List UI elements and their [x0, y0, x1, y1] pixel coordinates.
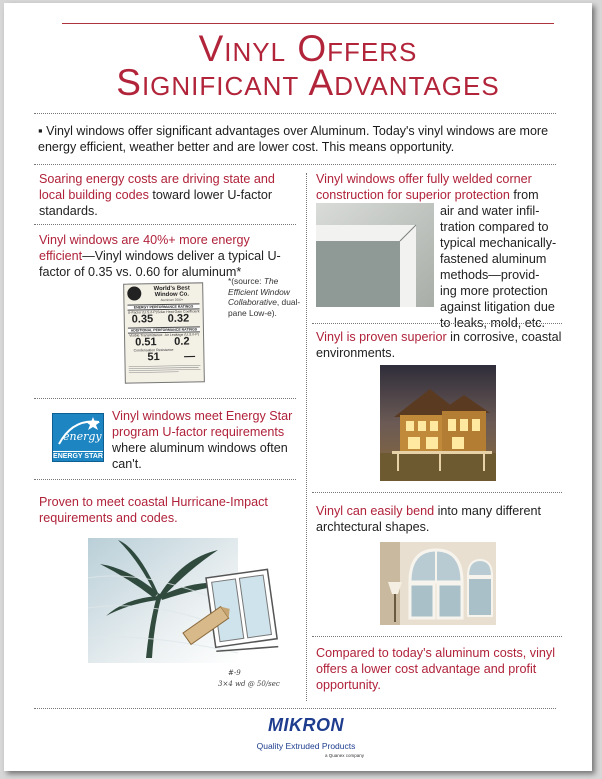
top-rule — [62, 23, 554, 24]
left-b3-highlight: Vinyl windows meet Energy Star program U-factor requirements — [112, 409, 293, 439]
right-divider-2 — [312, 492, 562, 493]
right-block-cost — [316, 645, 566, 693]
left-b1-text: toward lower U-factor standards. — [39, 188, 273, 218]
left-b2-text: —Vinyl windows deliver a typical U-factor of 0.35 vs. 0.60 for aluminum* — [39, 249, 281, 279]
page-title — [34, 28, 582, 103]
left-divider-2 — [34, 398, 296, 399]
hurricane-window-illustration — [88, 538, 303, 698]
right-b4-highlight: Compared to today's aluminum costs, vinyl offers a lower cost advantage and profit opportunity. — [316, 646, 555, 692]
left-divider-1 — [34, 224, 296, 225]
left-b1-highlight: Soaring energy costs are driving state and local building codes — [39, 172, 275, 202]
cr-label: Condensation Resistance — [133, 347, 174, 353]
welded-corner-photo — [316, 203, 434, 307]
left-block-energy-costs — [39, 171, 289, 219]
cr-value: 51 — [147, 351, 160, 364]
flyer-page — [4, 3, 592, 771]
right-block-welded — [316, 171, 566, 203]
right-b2-text: in corrosive, coastal environments. — [316, 330, 562, 360]
energy-star-swoosh-icon — [53, 414, 105, 452]
intro-paragraph — [38, 123, 568, 155]
nfrc-seal-icon — [127, 286, 141, 300]
parent-company: a Quanex company — [324, 753, 364, 758]
left-block-efficiency — [39, 232, 291, 280]
source-note: *(source: The Efficient Window Collaborative, dual-pane Low-e). — [228, 276, 301, 318]
left-b3-text: where aluminum windows often can't. — [112, 441, 288, 471]
right-b3-highlight: Vinyl can easily bend — [316, 504, 435, 518]
right-divider-3 — [312, 636, 562, 637]
left-b2-highlight: Vinyl windows are 40%+ more energy efficient — [39, 233, 250, 263]
intro-bullet: ▪ — [38, 123, 43, 138]
energy-performance-label — [123, 282, 205, 383]
energy-star-logo — [52, 413, 104, 462]
right-block-coastal — [316, 329, 566, 361]
footer-divider — [34, 708, 556, 709]
sketch-note-line-2: 3×4 wd @ 50/sec — [218, 680, 280, 688]
title-line-2: Significant Advantages — [116, 62, 500, 103]
ufactor-value: 0.35 — [131, 313, 154, 326]
shgc-label: Solar Heat Gain Coefficient — [157, 309, 200, 315]
left-b4-highlight: Proven to meet coastal Hurricane-Impact requirements and codes. — [39, 495, 268, 525]
label-subtitle: Aluminum 2000+ — [160, 297, 184, 303]
vt-label: Visible Transmittance — [129, 333, 163, 338]
title-divider — [34, 113, 556, 114]
label-fine-print — [129, 364, 201, 374]
right-divider-1 — [312, 323, 562, 324]
mikron-tagline: Quality Extruded Products — [256, 741, 356, 751]
label-title: World's Best Window Co. — [153, 285, 190, 299]
column-divider — [306, 173, 307, 701]
title-line-1: Vinyl Offers — [198, 28, 418, 69]
left-block-energy-star — [112, 408, 297, 472]
label-dash: — — [184, 350, 196, 363]
left-divider-3 — [34, 479, 296, 480]
arched-windows-photo — [380, 542, 496, 625]
left-block-hurricane — [39, 494, 289, 526]
air-leakage-value: 0.2 — [174, 335, 190, 348]
shgc-value: 0.32 — [167, 312, 190, 325]
mikron-logo: MIKRON — [268, 715, 344, 735]
air-leakage-label: Air Leakage (U.S./I-P) — [164, 332, 199, 337]
intro-divider — [34, 164, 556, 165]
right-b2-highlight: Vinyl is proven superior — [316, 330, 447, 344]
right-block-welded-cont: air and water infil- tration compared to typical mechanically- fastened aluminum methods—provid- ing more protection against litigation due to leaks, mold, etc. — [440, 204, 557, 330]
label-section-energy: ENERGY PERFORMANCE RATINGS — [127, 303, 199, 310]
right-b3-text: into many different archtectural shapes. — [316, 504, 541, 534]
right-b1-text-1: from — [509, 188, 539, 202]
vt-value: 0.51 — [135, 336, 157, 349]
right-block-bend — [316, 503, 566, 535]
energy-star-script: energy — [63, 430, 102, 443]
coastal-house-photo — [380, 365, 496, 481]
right-b1-highlight: Vinyl windows offer fully welded corner construction for superior protection — [316, 172, 532, 202]
sketch-note-line-1: #-9 — [228, 669, 241, 677]
energy-star-band: ENERGY STAR — [53, 453, 103, 460]
ufactor-label: U-Factor (U.S./I-P) — [127, 310, 157, 315]
intro-text: Vinyl windows offer significant advantages over Aluminum. Today's vinyl windows are more energy efficient, weather better and are lower cost. This means opportunity. — [38, 124, 549, 154]
label-section-additional: ADDITIONAL PERFORMANCE RATINGS — [128, 326, 200, 333]
